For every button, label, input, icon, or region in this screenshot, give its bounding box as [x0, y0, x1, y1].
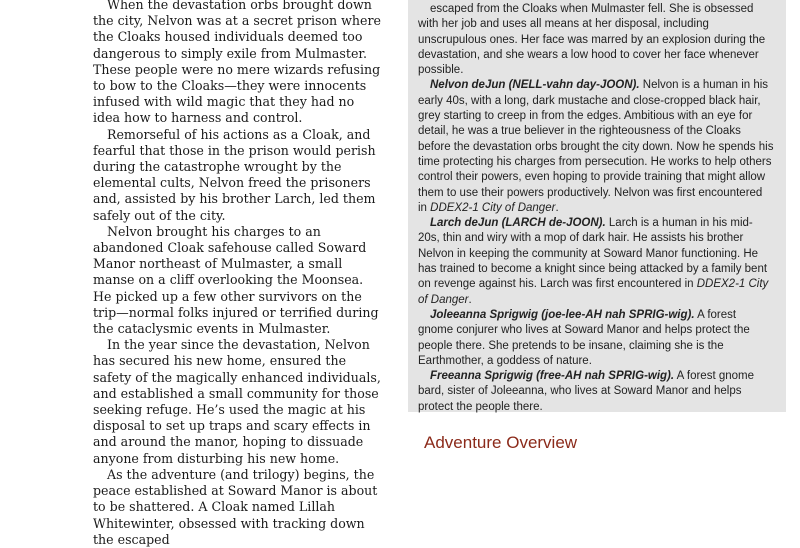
- npc-entry: [418, 216, 774, 308]
- npc-source: DDEX2-1 City of Danger: [430, 201, 556, 214]
- sidebar-intro: escaped from the Cloaks when Mulmaster fell. She is obsessed with her job and uses all means at her disposal, including unscrupulous ones. Her face was marred by an explosion during the devastation, and she wears a low hood to cover her face whenever possible.: [418, 3, 766, 77]
- npc-description: Larch is a human in his mid-20s, thin and wiry with a mop of dark hair. He assists his brother Nelvon in keeping the community at Soward Manor functioning. He has trained to become a knight since being attacked by a family bent on revenge against his. Larch was first encountered in: [418, 217, 768, 291]
- body-paragraph: When the devastation orbs brought down the city, Nelvon was at a secret prison where the Cloaks housed individuals deemed too dangerous to simply exile from Mulmaster. These people were no mere wizards refusing to bow to the Cloaks—they were innocents infused with wild magic that they had no idea how to harness and control.: [93, 0, 381, 126]
- npc-description: Nelvon is a human in his early 40s, with a long, dark mustache and close-cropped black hair, grey starting to creep in from the edges. Ambitious with an eye for detail, he was a true believer in the righteousness of the Cloaks before the devastation orbs brought the city down. Now he spends his time protecting his charges from persecution. He works to help others control their powers, even hoping to provide training that might allow them to use their powers productively. Nelvon was first encountered in: [418, 79, 774, 214]
- section-heading: Adventure Overview: [424, 433, 578, 452]
- body-paragraph: Nelvon brought his charges to an abandoned Cloak safehouse called Soward Manor northeast of Mulmaster, a small manse on a cliff overlooking the Moonsea. He picked up a few other survivors on the trip—normal folks injured or terrified during the cataclysmic events in Mulmaster.: [93, 223, 379, 337]
- body-paragraph: Remorseful of his actions as a Cloak, and fearful that those in the prison would perish during the catastrophe wrought by the elemental cults, Nelvon freed the prisoners and, assisted by his brother Larch, led them safely out of the city.: [93, 126, 376, 223]
- npc-name: Larch deJun (LARCH de-JOON).: [430, 217, 606, 230]
- npc-end: .: [555, 201, 559, 214]
- npc-entry: [418, 78, 774, 216]
- npc-source: DDEX2-1 City of Danger: [418, 278, 769, 306]
- npc-description: A forest gnome bard, sister of Joleeanna, who lives at Soward Manor and helps protect the people there.: [418, 370, 755, 413]
- npc-entry: [418, 369, 774, 415]
- main-text-column: [93, 0, 383, 548]
- npc-name: Freeanna Sprigwig (free-AH nah SPRIG-wig).: [430, 370, 675, 383]
- npc-sidebar: [408, 0, 786, 412]
- npc-entry: [418, 308, 774, 369]
- npc-name: Joleeanna Sprigwig (joe-lee-AH nah SPRIG-wig).: [430, 308, 695, 321]
- npc-end: .: [468, 293, 472, 306]
- body-paragraph: As the adventure (and trilogy) begins, the peace established at Soward Manor is about to be shattered. A Cloak named Lillah Whitewinter, obsessed with tracking down the escaped: [93, 466, 378, 547]
- npc-description: A forest gnome conjurer who lives at Soward Manor and helps protect the people there. She pretends to be insane, claiming she is the Earthmother, a goddess of nature.: [418, 308, 750, 367]
- body-paragraph: In the year since the devastation, Nelvon has secured his new home, ensured the safety of the magically enhanced individuals, and established a small community for those seeking refuge. He’s used the magic at his disposal to set up traps and scary effects in and around the manor, hoping to dissuade anyone from disturbing his new home.: [93, 337, 381, 466]
- npc-name: Nelvon deJun (NELL-vahn day-JOON).: [430, 79, 640, 92]
